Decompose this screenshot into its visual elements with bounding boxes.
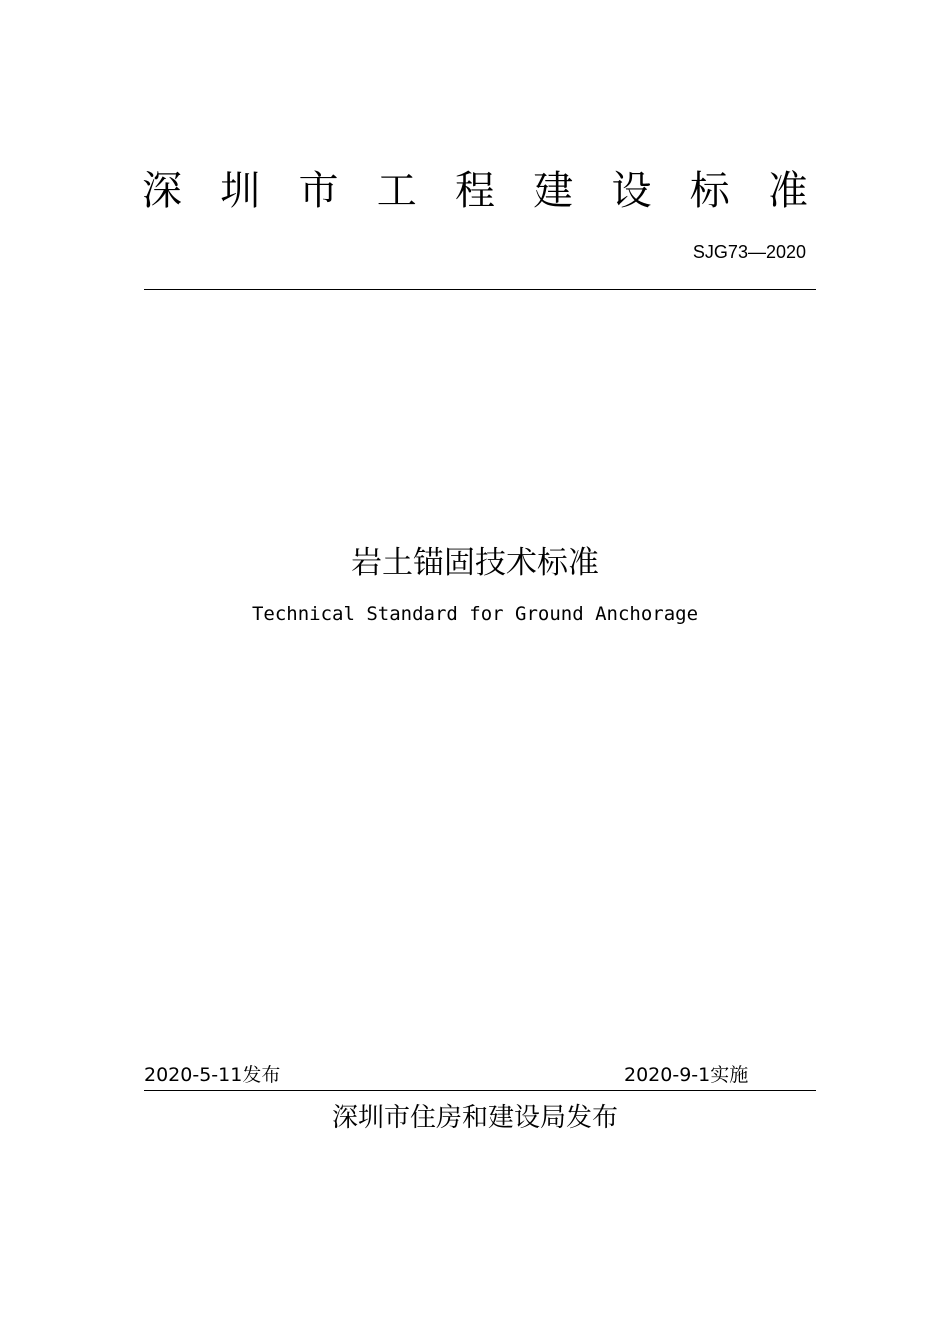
publisher: 深圳市住房和建设局发布 xyxy=(331,1103,618,1133)
series-title xyxy=(140,160,810,222)
standard-number: SJG73—2020 xyxy=(692,242,806,262)
series-title-char: 标 xyxy=(689,168,730,214)
series-title-char: 设 xyxy=(611,168,652,214)
series-title-char: 程 xyxy=(455,168,495,214)
document-title: 岩土锚固技术标准 xyxy=(351,545,599,581)
series-title-char: 圳 xyxy=(220,168,261,214)
series-title-char: 工 xyxy=(376,168,417,214)
series-title-char: 建 xyxy=(533,168,574,214)
series-title-char: 准 xyxy=(768,168,808,214)
implementation-date: 2020-9-1实施 xyxy=(624,1064,749,1086)
bottom-divider xyxy=(144,1090,816,1091)
series-title-char: 市 xyxy=(298,168,339,214)
series-title-char: 深 xyxy=(142,168,182,214)
issue-date: 2020-5-11发布 xyxy=(144,1064,281,1086)
top-divider xyxy=(144,289,816,290)
document-title-english: Technical Standard for Ground Anchorage xyxy=(251,603,699,625)
